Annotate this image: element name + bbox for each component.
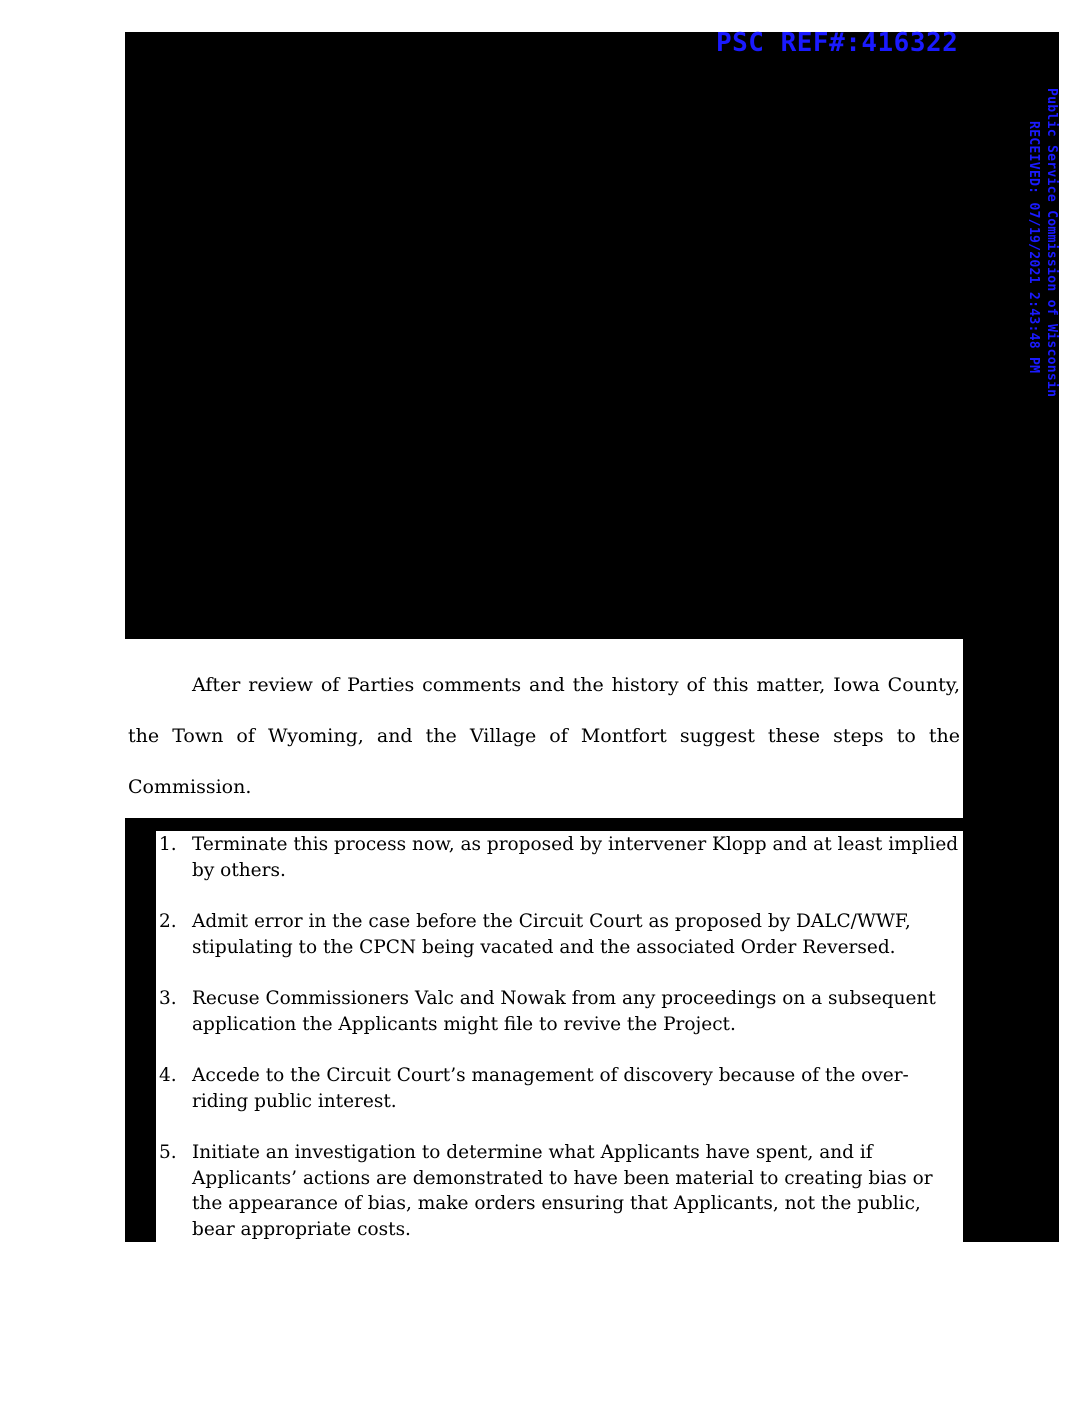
step-number: 5. — [159, 1142, 177, 1163]
redaction-block-top — [125, 32, 1059, 639]
step-text: Recuse Commissioners Valc and Nowak from any proceedings on a subsequent application the Applicants might file to revive the Project. — [192, 988, 936, 1035]
commission-name-stamp: Public Service Commission of Wisconsin — [1044, 88, 1059, 398]
step-text: Admit error in the case before the Circuit Court as proposed by DALC/WWF, stipulating to the CPCN being vacated and the associated Order Reversed. — [192, 911, 911, 958]
psc-reference-stamp: PSC REF#:416322 — [716, 28, 959, 58]
step-item — [159, 832, 959, 883]
step-item — [159, 909, 959, 960]
step-text: Terminate this process now, as proposed by intervener Klopp and at least implied by others. — [192, 834, 959, 881]
redaction-block-left — [125, 818, 156, 1242]
steps-list — [159, 832, 959, 1268]
received-date-stamp: RECEIVED: 07/19/2021 2:43:48 PM — [1026, 121, 1041, 374]
step-item — [159, 1063, 959, 1114]
step-text: Accede to the Circuit Court’s management of discovery because of the over-riding public interest. — [192, 1065, 909, 1112]
step-number: 3. — [159, 988, 177, 1009]
body-paragraph: After review of Parties comments and the history of this matter, Iowa County, the Town of Wyoming, and the Village of Montfort suggest these steps to the Commission. — [128, 674, 960, 798]
step-number: 1. — [159, 834, 177, 855]
redaction-band — [125, 818, 963, 831]
step-number: 2. — [159, 911, 177, 932]
step-item — [159, 1140, 959, 1242]
step-number: 4. — [159, 1065, 177, 1086]
step-text: Initiate an investigation to determine what Applicants have spent, and if Applicants’ actions are demonstrated to have been material to creating bias or the appearance of bias, make orders ensuring that Applicants, not the public, bear appropriate costs. — [192, 1142, 933, 1240]
step-item — [159, 986, 959, 1037]
